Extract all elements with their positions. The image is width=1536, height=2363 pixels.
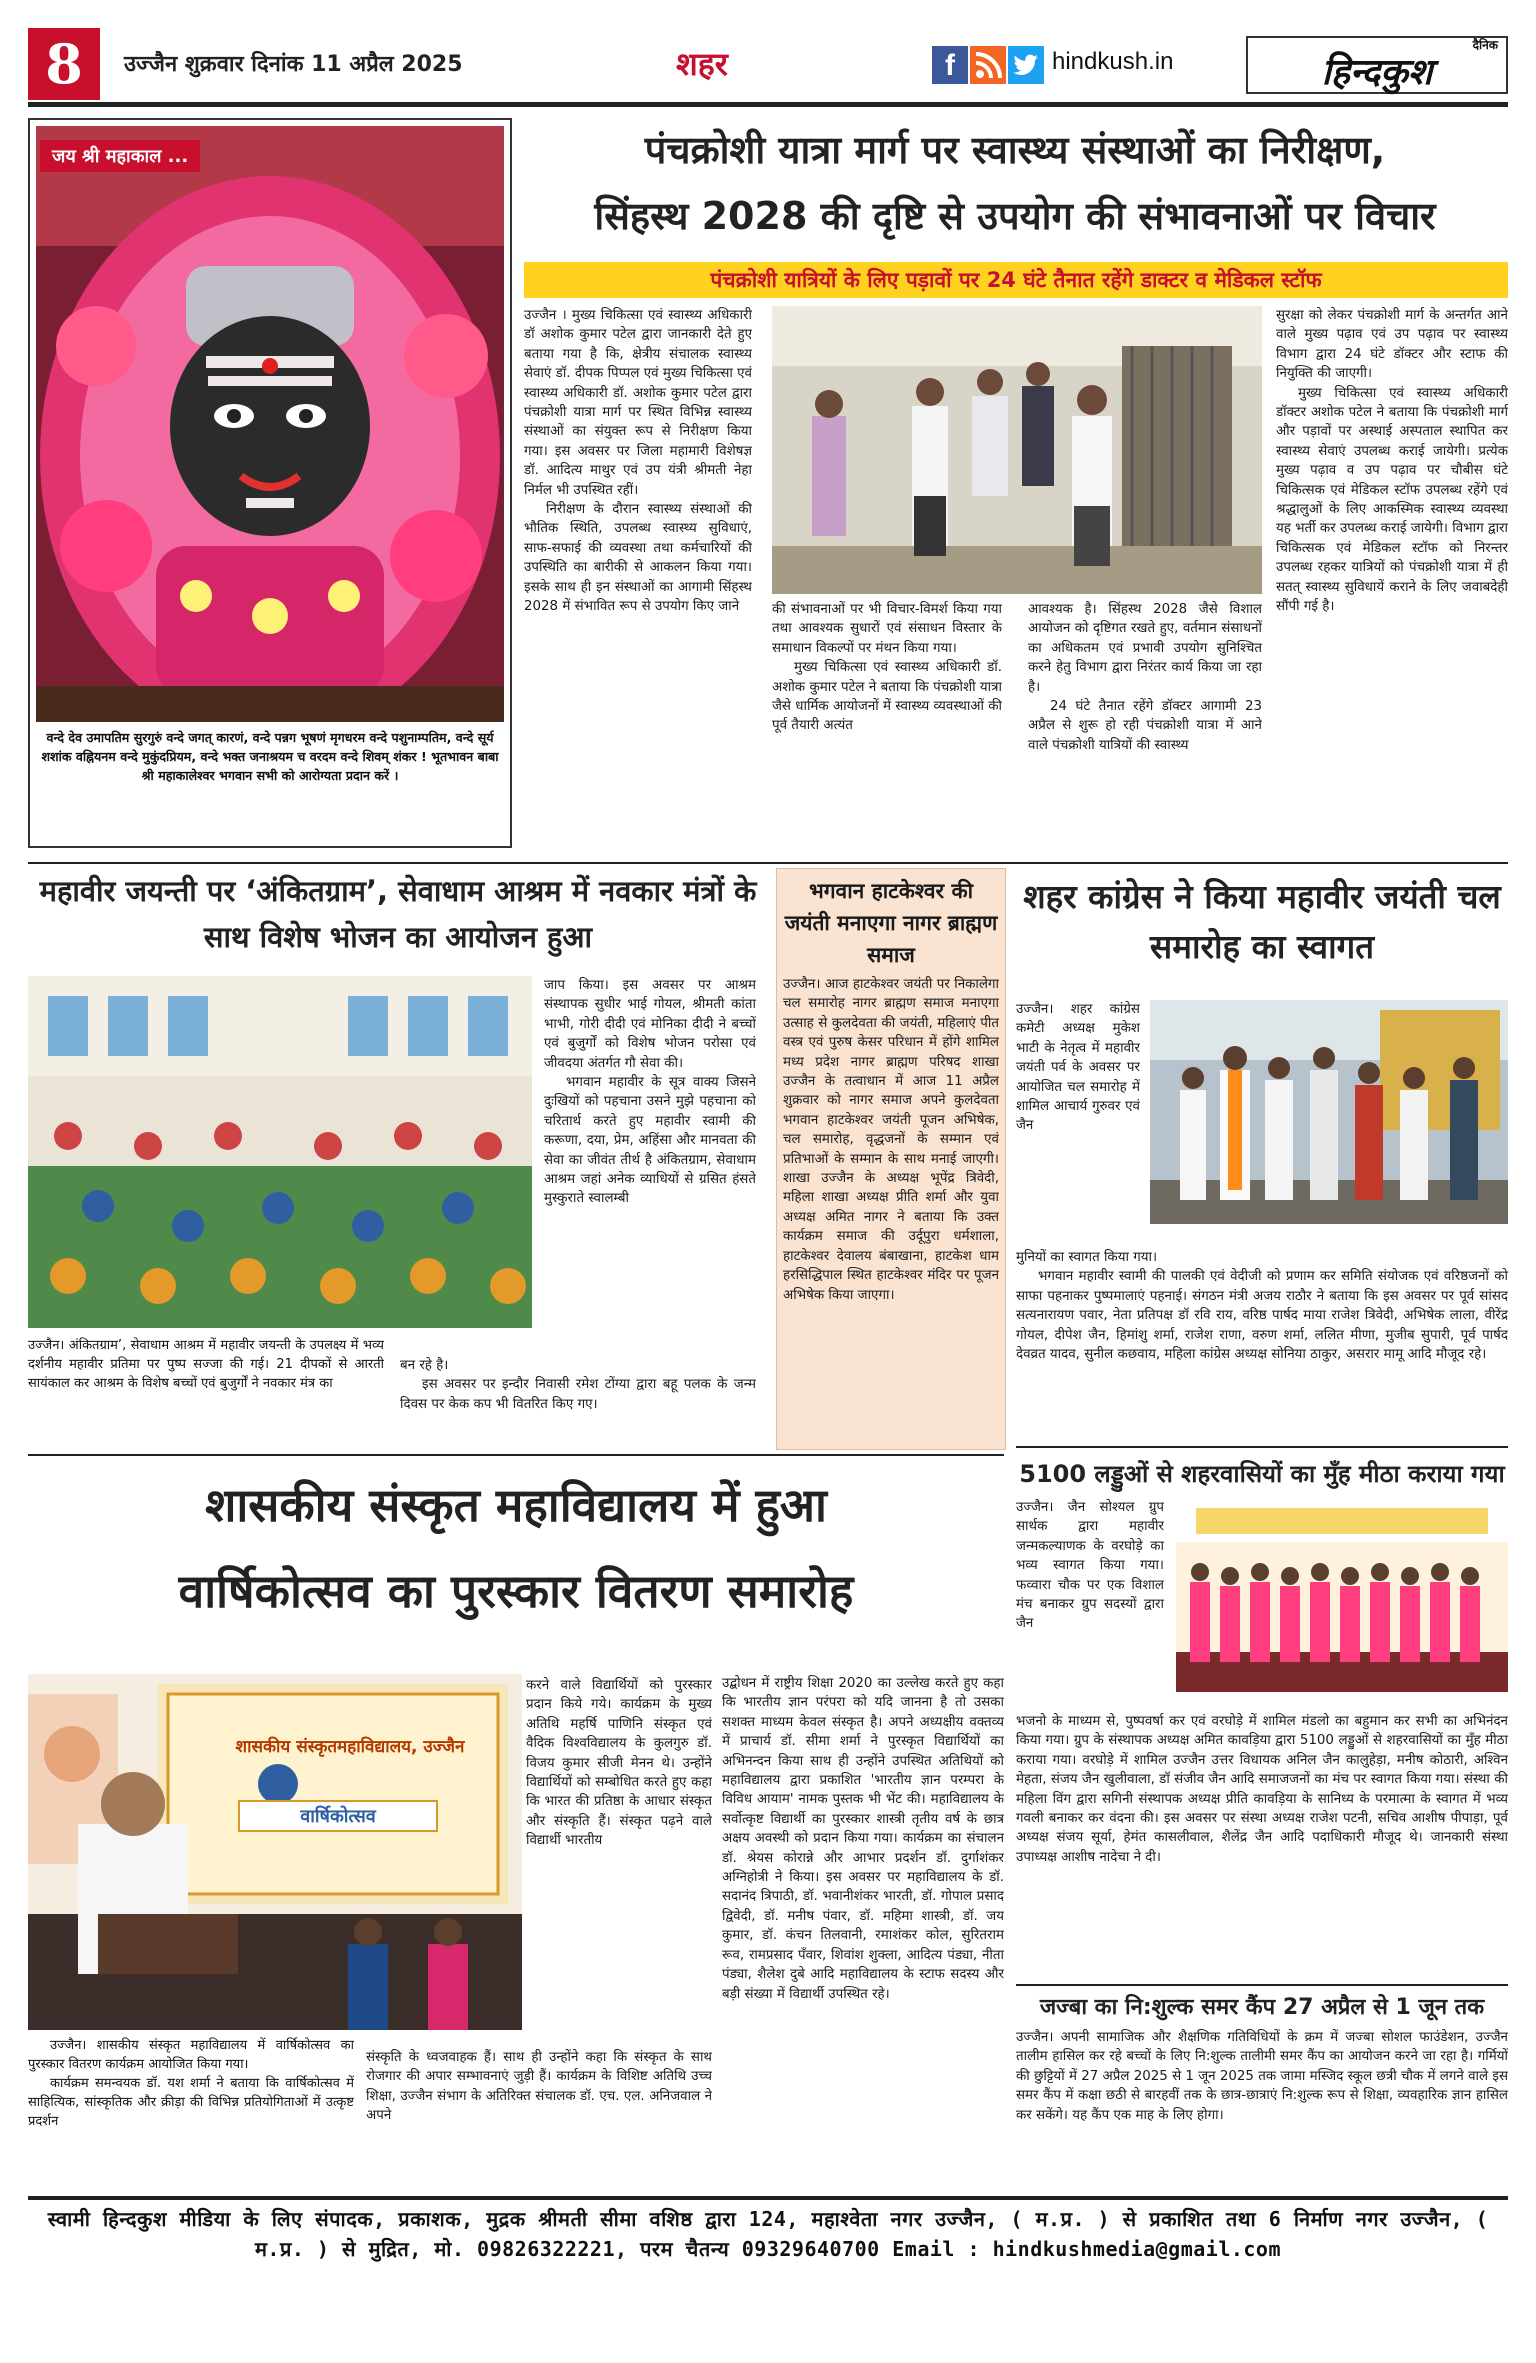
- brand-small-text: दैनिक: [1472, 38, 1498, 52]
- story3-headline: भगवान हाटकेश्वर की जयंती मनाएगा नागर ब्राह्मण समाज: [784, 879, 998, 967]
- section-label: शहर: [676, 45, 728, 83]
- story1-col4: [1276, 306, 1508, 852]
- masthead-rule: [28, 102, 1508, 107]
- story6-caption-p1: उज्जैन। शासकीय संस्कृत महाविद्यालय में वार्षिकोत्सव का पुरस्कार वितरण कार्यक्रम आयोजित किया गया।: [28, 2038, 354, 2072]
- footer-imprint: स्वामी हिन्दकुश मीडिया के लिए संपादक, प्रकाशक, मुद्रक श्रीमती सीमा वशिष्ठ द्वारा 124, महाश्वेता नगर उज्जैन, ( म.प्र. ) से प्रकाशित तथा 6 निर्माण नगर उज्जैन, ( म.प्र. ) से मुद्रित, मो. 09826322221, परम चैतन्य 09329640700 Email : hindkushmedia@gmail.com: [47, 2207, 1489, 2261]
- story2-headline: महावीर जयन्ती पर ‘अंकितग्राम’, सेवाधाम आश्रम में नवकार मंत्रों के साथ विशेष भोजन का आयोजन हुआ: [39, 874, 757, 954]
- story1-col1-p2: निरीक्षण के दौरान स्वास्थ्य संस्थाओं की भौतिक स्थिति, उपलब्ध स्वास्थ्य सुविधाएं, साफ-सफाई की व्यवस्था तथा कर्मचारियों की उपस्थिति का बारीकी से आकलन किया गया। इसके साथ ही इन संस्थाओं का आगामी सिंहस्थ 2028 में संभावित रूप से उपयोग किए जाने: [524, 502, 752, 615]
- story5-headline: 5100 लड्डुओं से शहरवासियों का मुँह मीठा कराया गया: [1019, 1460, 1505, 1488]
- story3-box: [776, 868, 1006, 1450]
- mahakal-box: [28, 118, 512, 848]
- story4-col1-p1: उज्जैन। शहर कांग्रेस कमेटी अध्यक्ष मुकेश भाटी के नेतृत्व में महावीर जयंती पर्व के अवसर पर आयोजित चल समारोह में शामिल आचार्य गुरुवर एवं जैन: [1016, 1002, 1140, 1134]
- social-icons: [932, 46, 1044, 84]
- story5-col2: [1016, 1712, 1508, 1982]
- story1-headline-2: सिंहस्थ 2028 की दृष्टि से उपयोग की संभावनाओं पर विचार: [594, 194, 1436, 238]
- story1-col1: [524, 306, 752, 852]
- story6-banner: शासकीय संस्कृतमहाविद्यालय, उज्जैन: [235, 1737, 465, 1757]
- website-link[interactable]: hindkush.in: [1052, 48, 1174, 75]
- row3-rule-right: [1016, 1984, 1508, 1986]
- twitter-icon[interactable]: [1008, 46, 1044, 84]
- masthead: [28, 28, 1508, 100]
- story1-col4-p1: सुरक्षा को लेकर पंचक्रोशी मार्ग के अन्तर्गत आने वाले मुख्य पढ़ाव एवं उप पढ़ाव पर स्वास्थ्य विभाग द्वारा 24 घंटे डॉक्टर और स्टाफ की नियुक्ति की जाएगी।: [1276, 308, 1508, 382]
- story1-col3-p2: 24 घंटे तैनात रहेंगे डॉक्टर आगामी 23 अप्रैल से शुरू हो रही पंचक्रोशी यात्रा में आने वाले पंचक्रोशी यात्रियों की स्वास्थ्य: [1028, 699, 1262, 753]
- story6-col1-p1: करने वाले विद्यार्थियों को पुरस्कार प्रदान किये गये। कार्यक्रम के मुख्य अतिथि महर्षि पाणिनि संस्कृत एवं वैदिक विश्वविद्यालय के कुलगुरु डॉ. विजय कुमार सीजी मेनन थे। उन्होंने विद्यार्थियों को सम्बोधित करते हुए कहा कि भारत की प्रतिष्ठा के आधार संस्कृत और संस्कृति हैं। संस्कृत पढ़ने वाले विद्यार्थी भारतीय: [526, 1678, 712, 1849]
- story6-col2-p1: उद्बोधन में राष्ट्रीय शिक्षा 2020 का उल्लेख करते हुए कहा कि भारतीय ज्ञान परंपरा को यदि जानना है तो उसका सशक्त माध्यम केवल संस्कृत है। अपने अध्यक्षीय वक्तव्य में प्राचार्य डॉ. सीमा शर्मा ने पुरस्कृत विद्यार्थियों का अभिनन्दन किया साथ ही उन्होंने उपस्थित अतिथियों को महाविद्यालय द्वारा प्रकाशित 'भारतीय ज्ञान परम्परा के विविध आयाम' नामक पुस्तक भी भेंट की। महाविद्यालय के सर्वोत्कृष्ट विद्यार्थी का पुरस्कार शास्त्री तृतीय वर्ष के छात्र अक्षय अवस्थी को प्रदान किया गया। कार्यक्रम का संचालन डॉ. श्रेयस कोरान्ने और आभार प्रदर्शन डॉ. दुर्गाशंकर अग्निहोत्री ने किया। इस अवसर पर महाविद्यालय के डॉ. सदानंद त्रिपाठी, डॉ. भवानीशंकर भारती, डॉ. गोपाल प्रसाद द्विवेदी, डॉ. मनीष पंवार, डॉ. महिमा शास्त्री, डॉ. जय कुमार, डॉ. कंचन तिलवानी, रमाशंकर कोल, सुरितराम रूव, रामप्रसाद पँवार, शिवांश शुक्ला, आदित्य पंड्या, नीता पंड्या, शैलेश दुबे आदि महाविद्यालय के स्टाफ सदस्य और बड़ी संख्या में विद्यार्थी उपस्थित रहे।: [722, 1676, 1004, 2002]
- story3-body-p1: उज्जैन। आज हाटकेश्वर जयंती पर निकालेगा चल समारोह नागर ब्राह्मण समाज मनाएगा उत्साह से कुलदेवता की जयंती, महिलाएं पीत वस्त्र एवं पुरुष केसर परिधान में होंगे शामिल मध्य प्रदेश नागर ब्राह्मण परिषद शाखा उज्जैन के तत्वाधान में आज 11 अप्रैल शुक्रवार को नागर समाज अपने कुलदेवता भगवान हाटकेश्वर जयंती पूजन अभिषेक, चल समारोह, वृद्धजनों के सम्मान एवं प्रतिभाओं के सम्मान के साथ मनाई जाएगी। शाखा उज्जैन के अध्यक्ष भूपेंद्र त्रिवेदी, महिला शाखा अध्यक्ष प्रीति शर्मा और युवा अध्यक्ष अमित नागर ने बताया कि उक्त कार्यक्रम समाज की उर्दूपुरा धर्मशाला, हाटकेश्वर देवालय बंबाखाना, हाटकेश धाम हरसिद्धिपाल स्थित हाटकेश्वर मंदिर पर पूजन अभिषेक किया जाएगा।: [783, 977, 999, 1303]
- facebook-icon[interactable]: f: [932, 46, 968, 84]
- story5-photo: [1176, 1502, 1508, 1692]
- story1-col3-p1: आवश्यक है। सिंहस्थ 2028 जैसे विशाल आयोजन को दृष्टिगत रखते हुए, वर्तमान संसाधनों का अधिकतम एवं प्रभावी उपयोग सुनिश्चित करने हेतु विभाग द्वारा निरंतर कार्य किया जा रहा है।: [1028, 602, 1262, 695]
- story2-caption: उज्जैन। अंकितग्राम’, सेवाधाम आश्रम में महावीर जयन्ती के उपलक्ष्य में भव्य दर्शनीय महावीर प्रतिमा पर पुष्प सज्जा की गई। 21 दीपकों से आरती सायंकाल कर आश्रम के विशेष बच्चों एवं बुजुर्गों ने नवकार मंत्र का: [28, 1338, 384, 1391]
- story1-col1-p1: उज्जैन । मुख्य चिकित्सा एवं स्वास्थ्य अधिकारी डॉ अशोक कुमार पटेल द्वारा जानकारी देते हुए बताया गया है कि, क्षेत्रीय संचालक स्वास्थ्य सेवाएं डॉ. दीपक पिप्पल एवं मुख्य चिकित्सा एवं स्वास्थ्य अधिकारी डॉ. अशोक कुमार पटेल द्वारा पंचक्रोशी यात्रा मार्ग पर स्थित विभिन्न स्वास्थ्य संस्थाओं का संयुक्त रूप से निरीक्षण किया गया। इस अवसर पर जिला महामारी विशेषज्ञ डॉ. आदित्य माथुर एवं उप यंत्री श्रीमती नेहा निर्मल भी उपस्थित रहीं।: [524, 308, 752, 498]
- story6-banner-2: वार्षिकोत्सव: [238, 1800, 438, 1832]
- story1-col2-p1: की संभावनाओं पर भी विचार-विमर्श किया गया तथा आवश्यक सुधारों एवं संसाधन विस्तार के समाधान विकल्पों पर मंथन किया गया।: [772, 602, 1002, 656]
- story2-photo: [28, 976, 532, 1328]
- story4-col2-p1: मुनियों का स्वागत किया गया।: [1016, 1250, 1158, 1265]
- story1-photo: [772, 306, 1262, 594]
- story1-col2: [772, 600, 1002, 852]
- story7-body: [1016, 2028, 1508, 2188]
- mahakal-tag: जय श्री महाकाल ...: [40, 140, 200, 172]
- story5-col2-p1: भजनो के माध्यम से, पुष्पवर्षा कर एवं वरघोड़े में शामिल मंडलो का बहुमान कर सभी का अभिनंदन किया गया। ग्रुप के संस्थापक अध्यक्ष अमित कावड़िया द्वारा 5100 लड्डुओं से शहरवासियों का मुँह मीठा कराया गया। वरघोड़े में शामिल उज्जैन उत्तर विधायक अनिल जैन कालुहेड़ा, मनीष कोठारी, अश्विन मेहता, संजय जैन खुलीवाला, डॉ संजीव जैन आदि समाजजनों का मंच पर स्वागत किया गया। संस्था की महिला विंग द्वारा सगिनी संस्थापक अध्यक्ष प्रीति कावड़िया के सानिध्य के परमात्मा के स्वागत में भव्य गवली बनाकर कर वंदना की। इस अवसर पर संस्था अध्यक्ष राजेश पटनी, सचिव आशीष पीपाड़ा, पूर्व अध्यक्ष संजय सूर्या, हेमंत कासलीवाल, शैलेंद्र जैन आदि पदाधिकारी मौजूद थे। जानकारी संस्था उपाध्यक्ष आशीष नादेचा ने दी।: [1016, 1714, 1508, 1865]
- story4-col1: [1016, 1000, 1140, 1252]
- story6-caption: [28, 2036, 354, 2186]
- story1-strap: पंचक्रोशी यात्रियों के लिए पड़ावों पर 24 घंटे तैनात रहेंगे डाक्टर व मेडिकल स्टॉफ: [524, 262, 1508, 298]
- story6-headline-2: वार्षिकोत्सव का पुरस्कार वितरण समारोह: [178, 1564, 854, 1618]
- story3-body: [783, 975, 999, 1415]
- row2-rule-left: [28, 1454, 1004, 1456]
- row1-rule: [28, 862, 1508, 864]
- story6-photo: [28, 1674, 522, 2030]
- story6-headline-1: शासकीय संस्कृत महाविद्यालय में हुआ: [205, 1478, 827, 1532]
- dateline: उज्जैन शुक्रवार दिनांक 11 अप्रैल 2025: [124, 52, 463, 77]
- mahakal-photo: [36, 126, 504, 722]
- story4-col2-p2: भगवान महावीर स्वामी की पालकी एवं वेदीजी को प्रणाम कर समिति संयोजक एवं वरिष्ठजनों को साफा पहनाकर पुष्पमालाएं पहनाई। संगठन मंत्री अजय राठौर ने बताया कि इस अवसर पर पूर्व सांसद सत्यनारायण पवार, नेता प्रतिपक्ष डॉ रवि राय, वरिष्ठ पार्षद माया राजेश त्रिवेदी, अभिषेक लाला, वीरेंद्र गोयल, दीपेश जैन, हिमांशु शर्मा, राजेश राणा, वरुण शर्मा, ललित मीणा, मुजीब सुपारी, पूर्व पार्षद देवव्रत यादव, सुनील कछवाय, महिला कांग्रेस अध्यक्ष सोनिया ठाकुर, असरार मामू आदि मौजूद रहे।: [1016, 1269, 1508, 1363]
- story1-col2-p2: मुख्य चिकित्सा एवं स्वास्थ्य अधिकारी डॉ. अशोक कुमार पटेल ने बताया कि पंचक्रोशी यात्रा जैसे धार्मिक आयोजनों में स्वास्थ्य व्यवस्थाओं की पूर्व तैयारी अत्यंत: [772, 660, 1002, 734]
- brand-logo: [1246, 36, 1508, 94]
- brand-name: हिन्दकुश: [1321, 51, 1433, 93]
- story1-col3: [1028, 600, 1262, 852]
- story1-headline-1: पंचक्रोशी यात्रा मार्ग पर स्वास्थ्य संस्थाओं का निरीक्षण,: [644, 128, 1386, 172]
- story4-headline: शहर कांग्रेस ने किया महावीर जयंती चल समारोह का स्वागत: [1023, 877, 1501, 966]
- story4-col2: [1016, 1248, 1508, 1438]
- story2-col2-p1: बन रहे है।: [400, 1358, 449, 1373]
- story6-col1b-p1: संस्कृति के ध्वजवाहक हैं। साथ ही उन्होंने कहा कि संस्कृत के साथ रोजगार की अपार सम्भावनाएं जुड़ी हैं। कार्यक्रम के विशिष्ट अतिथि उच्च शिक्षा, उज्जैन संभाग के अतिरिक्त संचालक डॉ. एच. एल. अनिजवाल ने अपने: [366, 2050, 712, 2124]
- page-number: 8: [28, 28, 100, 100]
- story7-headline: जज्बा का नि:शुल्क समर कैंप 27 अप्रैल से 1 जून तक: [1039, 1995, 1485, 2020]
- story6-col1: [526, 1676, 712, 2024]
- mahakal-caption: वन्दे देव उमापतिम सुरगुरुं वन्दे जगत् कारणं, वन्दे पन्नग भूषणं मृगधरम वन्दे पशुनाम्पतिम, वन्दे सूर्य शशांक वह्नियनम वन्दे मुकुंदप्रियम, वन्दे भक्त जनाश्रयम च वरदम वन्दे शिवम् शंकर ! भूतभावन बाबा श्री महाकालेश्वर भगवान सभी को आरोग्यता प्रदान करें ।: [41, 730, 499, 783]
- footer-rule: [28, 2196, 1508, 2200]
- story2-col2: [400, 1356, 756, 1446]
- story2-col1: [544, 976, 756, 1336]
- story5-col1: [1016, 1498, 1164, 1712]
- story4-photo: [1150, 1000, 1508, 1224]
- story1-col4-p2: मुख्य चिकित्सा एवं स्वास्थ्य अधिकारी डॉक्टर अशोक पटेल ने बताया कि पंचक्रोशी मार्ग और पड़ावों पर अस्थाई अस्पताल स्थापित कर स्वास्थ्य सेवाएं उपलब्ध कराई जायेगी। प्रत्येक मुख्य पढ़ाव व उप पढ़ाव पर चौबीस घंटे चिकित्सक एवं मेडिकल स्टॉफ उपलब्ध रहेंगे एवं श्रद्धालुओं के लिए आकस्मिक स्वास्थ्य व्यवस्था यह भर्ती कर उपलब्ध कराई जायेगी। विभाग द्वारा चिकित्सक एवं मेडिकल स्टॉफ को निरन्तर उपलब्ध रहकर यात्रियों को पंचक्रोशी यात्रा में ही सतत् स्वास्थ्य सुविधायें कराने के लिए जवाबदेही सौंपी गई है।: [1276, 385, 1508, 615]
- rss-icon[interactable]: [970, 46, 1006, 84]
- story7-body-p1: उज्जैन। अपनी सामाजिक और शैक्षणिक गतिविधियों के क्रम में जज्बा सोशल फाउंडेशन, उज्जैन तालीम हासिल कर रहे बच्चों के लिए नि:शुल्क तालीमी समर कैंप का आयोजन करने जा रहा है। गर्मियों की छुट्टियों में 27 अप्रैल 2025 से 1 जून 2025 तक जामा मस्जिद स्कूल छत्री चौक में लगने वाले इस समर कैंप में कक्षा छठी से बारहवीं तक के छात्र-छात्राएं नि:शुल्क रूप से शिक्षा, व्यवहारिक ज्ञान हासिल कर सकेंगे। यह कैंप एक माह के लिए होगा।: [1016, 2030, 1508, 2123]
- story6-caption-p2: कार्यक्रम समन्वयक डॉ. यश शर्मा ने बताया कि वार्षिकोत्सव में साहित्यिक, सांस्कृतिक और क्रीड़ा की विभिन्न प्रतियोगिताओं में उत्कृष्ट प्रदर्शन: [28, 2076, 354, 2129]
- story6-col1b: [366, 2048, 712, 2186]
- row2-rule-right: [1016, 1446, 1508, 1448]
- story5-col1-p1: उज्जैन। जैन सोश्यल ग्रुप सार्थक द्वारा महावीर जन्मकल्याणक के वरघोड़े का भव्य स्वागत किया गया। फव्वारा चौक पर एक विशाल मंच बनाकर ग्रुप सदस्यों द्वारा जैन: [1016, 1500, 1164, 1632]
- story2-col1-p2: भगवान महावीर के सूत्र वाक्य जिसने दुःखियों को पहचाना उसने मुझे पहचाना को चरितार्थ करते हुए महावीर स्वामी की करूणा, दया, प्रेम, अहिंसा और मानवता की सेवा का जीवंत तीर्थ है अंकितग्राम, सेवाधाम आश्रम जहां अनेक व्याधियों से ग्रसित हंसते मुस्कुराते स्वालम्बी: [544, 1075, 756, 1207]
- story6-col2: [722, 1674, 1004, 2186]
- story2-col1-p1: जाप किया। इस अवसर पर आश्रम संस्थापक सुधीर भाई गोयल, श्रीमती कांता भाभी, गोरी दीदी एवं मोनिका दीदी ने बच्चों एवं बुजुर्गों को विशेष भोजन परोसा एवं जीवदया अंतर्गत गौ सेवा की।: [544, 978, 756, 1071]
- story2-col2-p2: इस अवसर पर इन्दौर निवासी रमेश टोंग्या द्वारा बहू पलक के जन्म दिवस पर केक कप भी वितरित किए गए।: [400, 1377, 756, 1412]
